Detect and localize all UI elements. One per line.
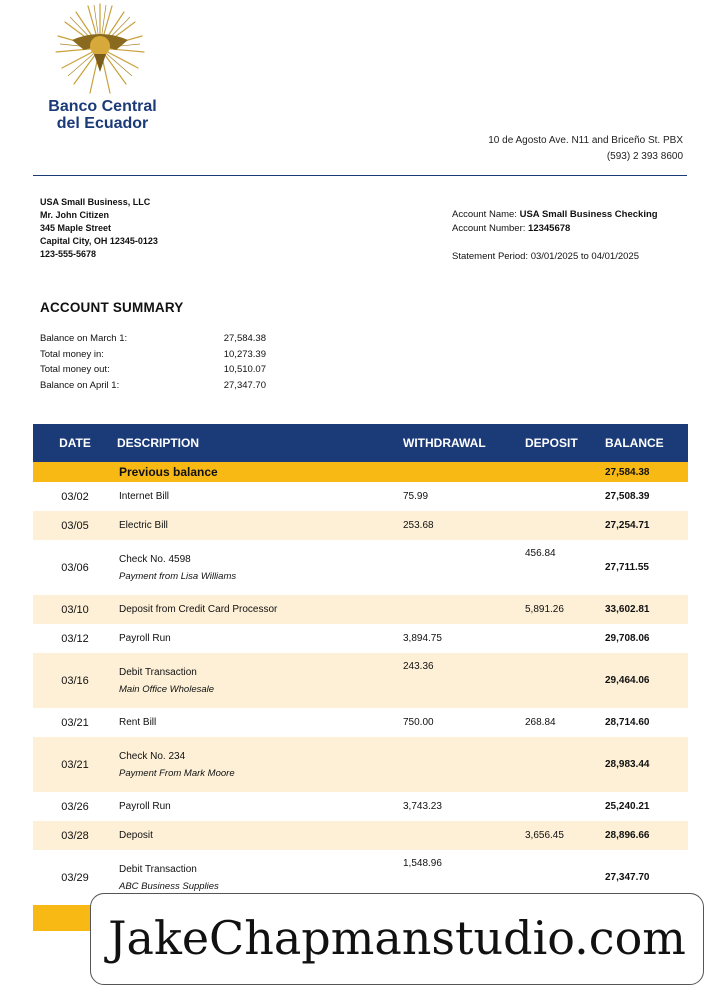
table-row [33, 821, 688, 850]
statement-period: 03/01/2025 to 04/01/2025 [530, 251, 639, 262]
header-deposit: DEPOSIT [525, 424, 605, 462]
row-withdrawal: 243.36 [403, 653, 525, 708]
row-withdrawal: 1,548.96 [403, 858, 442, 869]
row-balance: 27,254.71 [605, 511, 688, 540]
row-withdrawal [403, 595, 525, 624]
row-description-main: Debit Transaction [119, 666, 197, 678]
account-number: 12345678 [528, 223, 571, 234]
account-name-label: Account Name: [452, 209, 517, 220]
row-deposit [525, 653, 605, 708]
row-date: 03/21 [33, 737, 117, 792]
row-withdrawal: 3,894.75 [403, 633, 442, 644]
table-row [33, 482, 688, 511]
row-description: Deposit from Credit Card Processor [117, 595, 403, 624]
row-description [117, 653, 403, 708]
client-city: Capital City, OH 12345-0123 [40, 236, 158, 246]
row-date: 03/26 [61, 800, 89, 813]
row-balance: 25,240.21 [605, 801, 650, 812]
watermark-banner: JakeChapmanstudio.com [90, 893, 704, 985]
previous-balance-label: Previous balance [117, 462, 403, 482]
summary-row [40, 331, 266, 347]
row-date: 03/28 [33, 821, 117, 850]
statement-period-line [452, 250, 658, 264]
row-deposit: 5,891.26 [525, 595, 605, 624]
row-deposit [525, 624, 605, 653]
row-balance: 33,602.81 [605, 595, 688, 624]
row-description-sub: Payment from Lisa Williams [119, 570, 237, 582]
row-balance: 27,711.55 [605, 562, 649, 573]
row-deposit: 268.84 [525, 717, 556, 728]
row-balance: 28,896.66 [605, 821, 688, 850]
table-row [33, 653, 688, 708]
row-balance: 28,983.44 [605, 737, 688, 792]
row-description-sub: Main Office Wholesale [119, 683, 215, 695]
row-deposit [525, 737, 605, 792]
row-withdrawal [403, 737, 525, 792]
row-withdrawal [403, 540, 525, 595]
row-balance: 27,347.70 [605, 872, 650, 883]
summary-label: Balance on March 1: [40, 333, 128, 344]
row-description: Electric Bill [117, 511, 403, 540]
summary-row [40, 378, 266, 394]
row-date: 03/06 [61, 561, 89, 574]
client-contact: Mr. John Citizen [40, 210, 110, 220]
row-balance: 29,464.06 [605, 653, 688, 708]
summary-value: 10,273.39 [223, 348, 266, 360]
client-address-block [40, 196, 158, 261]
row-description-main: Check No. 234 [119, 750, 186, 762]
table-row [33, 595, 688, 624]
row-date: 03/21 [61, 716, 89, 729]
previous-balance-value: 27,584.38 [605, 462, 688, 482]
table-row [33, 737, 688, 792]
table-row [33, 511, 688, 540]
account-info [452, 208, 658, 264]
row-date: 03/29 [61, 871, 89, 884]
row-description-sub: ABC Business Supplies [119, 880, 219, 892]
header-balance: BALANCE [605, 424, 688, 462]
summary-label: Total money out: [40, 364, 110, 375]
header-description: DESCRIPTION [117, 424, 403, 462]
row-withdrawal: 253.68 [403, 511, 525, 540]
bank-address-line2: (593) 2 393 8600 [606, 151, 683, 162]
client-street: 345 Maple Street [40, 223, 112, 233]
account-name-line [452, 208, 658, 222]
account-summary-title: ACCOUNT SUMMARY [40, 300, 184, 315]
header-divider [33, 175, 687, 176]
row-date: 03/05 [33, 511, 117, 540]
bank-name [40, 98, 165, 132]
row-withdrawal [403, 821, 525, 850]
account-name: USA Small Business Checking [519, 209, 658, 220]
summary-value: 27,584.38 [223, 333, 266, 344]
row-withdrawal: 3,743.23 [403, 801, 442, 812]
row-balance: 27,508.39 [605, 491, 650, 502]
row-deposit [525, 792, 605, 821]
bank-address-line1: 10 de Agosto Ave. N11 and Briceño St. PBX [488, 135, 683, 146]
bank-name-line1: Banco Central [48, 98, 157, 115]
header-date: DATE [33, 424, 117, 462]
row-description-main: Check No. 4598 [119, 553, 191, 565]
client-phone: 123-555-5678 [40, 249, 97, 259]
row-date: 03/12 [61, 632, 89, 645]
summary-row [40, 347, 266, 363]
summary-row [40, 362, 266, 378]
row-deposit [525, 511, 605, 540]
transactions-table [33, 424, 688, 931]
row-date: 03/10 [33, 595, 117, 624]
client-company: USA Small Business, LLC [40, 197, 151, 207]
row-description-main: Debit Transaction [119, 863, 197, 875]
row-description: Payroll Run [119, 633, 171, 644]
row-description-sub: Payment From Mark Moore [119, 767, 235, 779]
header-withdrawal: WITHDRAWAL [403, 424, 525, 462]
row-withdrawal: 750.00 [403, 717, 434, 728]
row-balance: 28,714.60 [605, 717, 650, 728]
condor-sun-emblem-icon [50, 0, 150, 98]
row-description: Rent Bill [119, 717, 157, 728]
row-date: 03/16 [33, 653, 117, 708]
bank-name-line2: del Ecuador [56, 115, 149, 132]
row-description [117, 540, 403, 595]
row-description [117, 737, 403, 792]
row-withdrawal: 75.99 [403, 491, 429, 502]
row-deposit [525, 482, 605, 511]
previous-balance-row [33, 462, 688, 482]
bank-address [423, 133, 683, 165]
summary-value: 27,347.70 [223, 379, 266, 391]
table-row [33, 540, 688, 595]
table-row [33, 792, 688, 821]
bank-logo [40, 0, 180, 98]
summary-label: Total money in: [40, 348, 104, 360]
summary-label: Balance on April 1: [40, 379, 120, 391]
row-deposit: 456.84 [525, 548, 556, 559]
account-number-label: Account Number: [452, 223, 526, 234]
row-description: Internet Bill [119, 491, 170, 502]
table-row [33, 624, 688, 653]
account-summary [40, 331, 266, 393]
table-header-row [33, 424, 688, 462]
row-deposit: 3,656.45 [525, 821, 605, 850]
row-description: Deposit [117, 821, 403, 850]
account-number-line [452, 222, 658, 236]
row-balance: 29,708.06 [605, 633, 650, 644]
row-description: Payroll Run [119, 801, 171, 812]
summary-value: 10,510.07 [223, 364, 266, 375]
table-row [33, 708, 688, 737]
statement-period-label: Statement Period: [452, 251, 529, 262]
row-date: 03/02 [61, 490, 89, 503]
